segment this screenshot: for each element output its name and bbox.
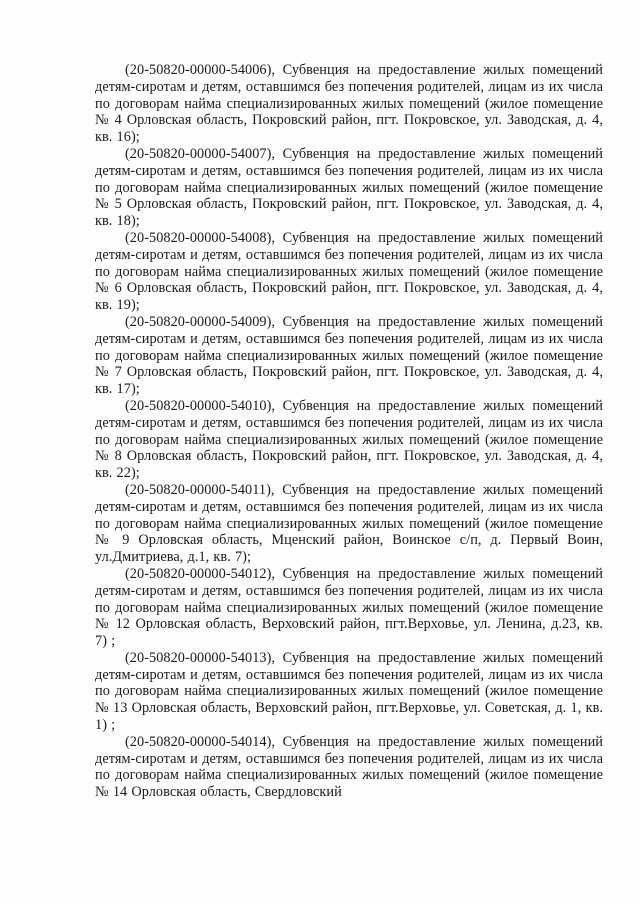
- paragraph-54009: (20-50820-00000-54009), Субвенция на предоставление жилых помещений детям-сиротам и детям, оставшимся без попечения родителей, лицам из их числа по договорам найма специализированных жилых помещений (жилое помещение № 7 Орловская область, Покровский район, пгт. Покровское, ул. Заводская, д. 4, кв. 17);: [95, 313, 603, 398]
- paragraph-54013: (20-50820-00000-54013), Субвенция на предоставление жилых помещений детям-сиротам и детям, оставшимся без попечения родителей, лицам из их числа по договорам найма специализированных жилых помещений (жилое помещение № 13 Орловская область, Верховский район, пгт.Верховье, ул. Советская, д. 1, кв. 1) ;: [95, 649, 603, 734]
- paragraph-54012: (20-50820-00000-54012), Субвенция на предоставление жилых помещений детям-сиротам и детям, оставшимся без попечения родителей, лицам из их числа по договорам найма специализированных жилых помещений (жилое помещение № 12 Орловская область, Верховский район, пгт.Верховье, ул. Ленина, д.23, кв. 7) ;: [95, 565, 603, 650]
- paragraph-54010: (20-50820-00000-54010), Субвенция на предоставление жилых помещений детям-сиротам и детям, оставшимся без попечения родителей, лицам из их числа по договорам найма специализированных жилых помещений (жилое помещение № 8 Орловская область, Покровский район, пгт. Покровское, ул. Заводская, д. 4, кв. 22);: [95, 397, 603, 482]
- paragraph-54008: (20-50820-00000-54008), Субвенция на предоставление жилых помещений детям-сиротам и детям, оставшимся без попечения родителей, лицам из их числа по договорам найма специализированных жилых помещений (жилое помещение № 6 Орловская область, Покровский район, пгт. Покровское, ул. Заводская, д. 4, кв. 19);: [95, 229, 603, 314]
- paragraph-54014: (20-50820-00000-54014), Субвенция на предоставление жилых помещений детям-сиротам и детям, оставшимся без попечения родителей, лицам из их числа по договорам найма специализированных жилых помещений (жилое помещение № 14 Орловская область, Свердловский: [95, 733, 603, 801]
- paragraph-54007: (20-50820-00000-54007), Субвенция на предоставление жилых помещений детям-сиротам и детям, оставшимся без попечения родителей, лицам из их числа по договорам найма специализированных жилых помещений (жилое помещение № 5 Орловская область, Покровский район, пгт. Покровское, ул. Заводская, д. 4, кв. 18);: [95, 145, 603, 230]
- paragraph-54011: (20-50820-00000-54011), Субвенция на предоставление жилых помещений детям-сиротам и детям, оставшимся без попечения родителей, лицам из их числа по договорам найма специализированных жилых помещений (жилое помещение № 9 Орловская область, Мценский район, Воинское с/п, д. Первый Воин, ул.Дмитриева, д.1, кв. 7);: [95, 481, 603, 566]
- paragraph-54006: (20-50820-00000-54006), Субвенция на предоставление жилых помещений детям-сиротам и детям, оставшимся без попечения родителей, лицам из их числа по договорам найма специализированных жилых помещений (жилое помещение № 4 Орловская область, Покровский район, пгт. Покровское, ул. Заводская, д. 4, кв. 16);: [95, 62, 603, 146]
- document-body: [95, 62, 603, 801]
